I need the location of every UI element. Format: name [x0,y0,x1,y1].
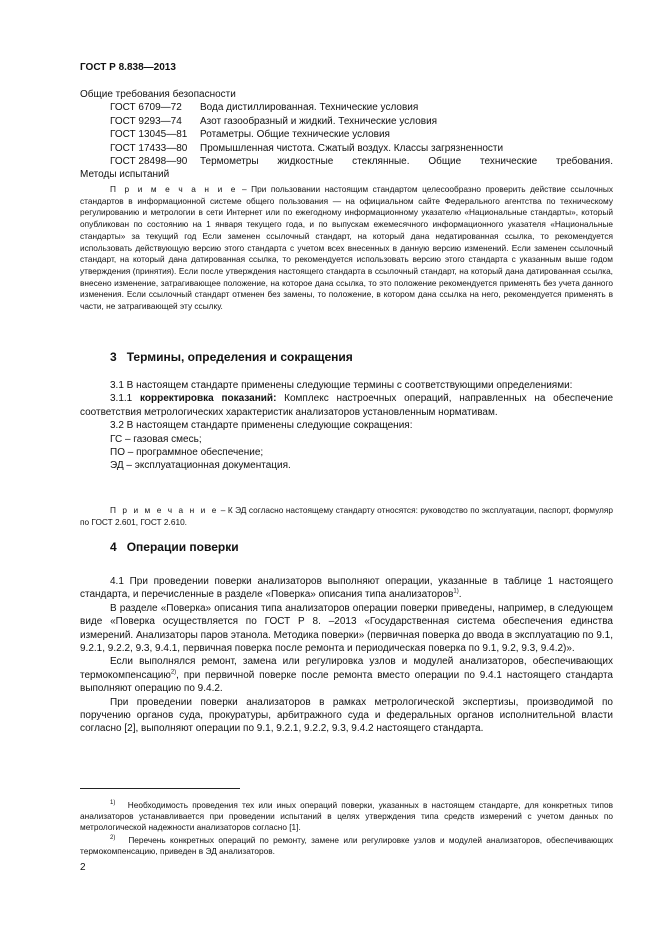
footnote-mark: 1) [110,800,116,807]
note-text: К ЭД согласно настоящему стандарту относятся: руководство по эксплуатации, паспорт, формуляр по ГОСТ 2.601, ГОСТ 2.610. [80,505,614,527]
paragraph: 3.2 В настоящем стандарте применены следующие сокращения: [110,420,413,432]
reference-item: ГОСТ 9293—74 Азот газообразный и жидкий. Технические условия [110,115,438,127]
refs-intro: Общие требования безопасности [80,89,236,100]
paragraph: При проведении поверки анализаторов в рамках метрологической экспертизы, производимой по поручению органов суда, прокуратуры, арбитражного суда и федеральных органов исполнительной власти согласно [2], выполняют операции по 9.1, 9.2.1, 9.2.2, 9.3, 9.4.2 настоящего стандарта. [80,696,613,735]
paragraph: 4.1 При проведении поверки анализаторов выполняют операции, указанные в таблице 1 настоящего стандарта, и перечисленные в разделе «Поверка» описания типа анализаторов$^{1)}$. [80,576,613,601]
term: корректировка показаний: [140,393,277,405]
footnote-mark: 2) [110,835,116,842]
footnote-divider [80,788,240,789]
normative-references [80,88,613,182]
footnote: $^{2)}$ Перечень конкретных операций по ремонту, замене или регулировке узлов и модулей анализаторов, обеспечивающих термокомпенсацию, приведен в ЭД анализаторов. [80,835,613,857]
section-4-heading: 4 Операции поверки [110,540,239,554]
reference-item: ГОСТ 6709—72 Вода дистиллированная. Технические условия [110,102,419,114]
paragraph: В разделе «Поверка» описания типа анализаторов операции поверки приведены, например, в следующем виде «Поверка осуществляется по ГОСТ Р 8. –2013 «Государственная система обеспечения единства измерений. Анализаторы паров этанола. Методика поверки» (первичная поверка до ввода в эксплуатацию по 9.1, 9.2.1, 9.2.2, 9.3, 9.4.1, первичная поверка после ремонта и периодическая поверка по 9.1, 9.2, 9.3, 9.4.2)». [80,602,613,655]
note-label: П р и м е ч а н и е [110,184,238,194]
paragraph: 3.1 В настоящем стандарте применены следующие термины с соответствующими определениями: [110,380,573,391]
reference-item: ГОСТ 28498—90 Термометры жидкостные стеклянные. Общие технические требования. [110,156,613,168]
footnote-ref: 1) [453,589,459,596]
abbreviation-item: ГС – газовая смесь; [110,433,202,445]
footnote: $^{1)}$ Необходимость проведения тех или иных операций поверки, указанных в настоящем стандарте, для конкретных типов анализаторов устанавливается при проведении испытаний в целях утверждения типа средств измерений с учетом данных по метрологической надежности анализаторов согласно [1]. [80,800,613,833]
abbreviation-item: ПО – программное обеспечение; [110,447,264,459]
paragraph: Если выполнялся ремонт, замена или регулировка узлов и модулей анализаторов, обеспечивающих термокомпенсацию$^{2)}$, при первичной поверке после ремонта вместо операции по 9.4.1 настоящего стандарта выполняют операцию по 9.4.2. [80,656,613,695]
note-label: П р и м е ч а н и е [110,505,219,515]
reference-item: ГОСТ 13045—81 Ротаметры. Общие технические условия [110,129,390,141]
section-3-heading: 3 Термины, определения и сокращения [110,350,353,364]
refs-note: П р и м е ч а н и е – При пользовании настоящим стандартом целесообразно проверить действие ссылочных стандартов в информационной системе общего пользования — на официальном сайте Федерального агентства по техническому регулированию и метрологии в сети Интернет или по ежегодному информационному указателю «Национальные стандарты», который опубликован по состоянию на 1 января текущего года, и по выпускам ежемесячного информационного указателя «Национальные стандарты» за текущий год Если заменен ссылочный стандарт, на который дана недатированная ссылка, то рекомендуется использовать действующую версию этого стандарта с учетом всех внесенных в данную версию изменений. Если заменен ссылочный стандарт, на который дана датированная ссылка, то рекомендуется использовать версию этого стандарта с указанным выше годом утверждения (принятия). Если после утверждения настоящего стандарта в ссылочный стандарт, на который дана датированная ссылка, внесено изменение, затрагивающее положение, на которое дана ссылка, то это положение рекомендуется применять без учета данного изменения. Если ссылочный стандарт отменен без замены, то положение, в котором дана ссылка на него, рекомендуется применять в части, не затрагивающей эту ссылку. [80,184,613,312]
term-definition: 3.1.1 корректировка показаний: Комплекс настроечных операций, направленных на обеспечение соответствия метрологических характеристик анализаторов установленным нормативам. [80,393,614,418]
section-3-note: П р и м е ч а н и е – К ЭД согласно настоящему стандарту относятся: руководство по эксплуатации, паспорт, формуляр по ГОСТ 2.601, ГОСТ 2.610. [80,505,614,527]
refs-tail: Методы испытаний [80,169,170,181]
note-text: При пользовании настоящим стандартом целесообразно проверить действие ссылочных стандартов в информационной системе общего пользования — на официальном сайте Федерального агентства по техническому регулированию и метрологии в сети Интернет или по ежегодному информационному указателю «Национальные стандарты», который опубликован по состоянию на 1 января текущего года, и по выпускам ежемесячного информационного указателя «Национальные стандарты» за текущий год Если заменен ссылочный стандарт, на который дана недатированная ссылка, то рекомендуется использовать действующую версию этого стандарта с учетом всех внесенных в данную версию изменений. Если заменен ссылочный стандарт, на который дана датированная ссылка, то рекомендуется использовать версию этого стандарта с указанным выше годом утверждения (принятия). Если после утверждения настоящего стандарта в ссылочный стандарт, на который дана датированная ссылка, внесено изменение, затрагивающее положение, на которое дана ссылка, то это положение рекомендуется применять без учета данного изменения. Если ссылочный стандарт отменен без замены, то положение, в котором дана ссылка на него, рекомендуется применять в части, не затрагивающей эту ссылку. [80,184,613,312]
section-4-body [80,575,613,736]
document-header: ГОСТ Р 8.838—2013 [80,62,176,73]
section-3-body [80,379,613,473]
abbreviation-item: ЭД – эксплуатационная документация. [110,460,291,472]
footnote-ref: 2) [170,669,177,676]
page-number: 2 [80,862,86,873]
reference-item: ГОСТ 17433—80 Промышленная чистота. Сжатый воздух. Классы загрязненности [110,142,504,154]
